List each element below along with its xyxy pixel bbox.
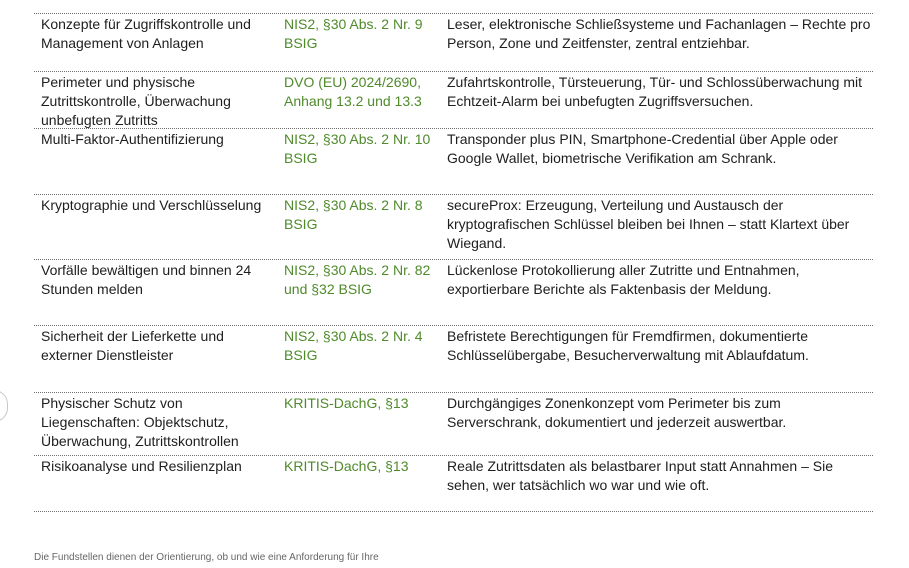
requirements-table [34, 0, 873, 512]
topic-cell: Vorfälle bewältigen und binnen 24 Stunden melden [41, 262, 252, 297]
reference-cell: DVO (EU) 2024/2690, Anhang 13.2 und 13.3 [284, 74, 422, 109]
topic-cell: Multi-Faktor-Authentifizierung [41, 131, 224, 147]
measure-cell: Befristete Berechtigungen für Fremdfirmen, dokumentierte Schlüsselübergabe, Besucherverwaltung mit Ablaufdatum. [447, 328, 809, 363]
reference-cell: KRITIS-DachG, §13 [284, 395, 409, 411]
reference-cell: NIS2, §30 Abs. 2 Nr. 82 und §32 BSIG [284, 262, 431, 297]
table-row [34, 392, 873, 455]
reference-cell: NIS2, §30 Abs. 2 Nr. 9 BSIG [284, 16, 423, 51]
reference-cell: KRITIS-DachG, §13 [284, 458, 409, 474]
table-row [34, 259, 873, 325]
measure-cell: Transponder plus PIN, Smartphone-Credential über Apple oder Google Wallet, biometrische Verifikation am Schrank. [447, 131, 838, 166]
table-row [34, 194, 873, 259]
carousel-nav-button[interactable] [0, 390, 8, 422]
topic-cell: Perimeter und physische Zutrittskontrolle, Überwachung unbefugten Zutritts [41, 74, 231, 128]
topic-cell: Sicherheit der Lieferkette und externer Dienstleister [41, 328, 224, 363]
measure-cell: secureProx: Erzeugung, Verteilung und Austausch der kryptografischen Schlüssel bleiben bei Ihnen – statt Klartext über Wiegand. [447, 197, 850, 251]
table-row [34, 128, 873, 194]
table-row [34, 13, 873, 71]
table-row [34, 455, 873, 511]
footnote: Die Fundstellen dienen der Orientierung, ob und wie eine Anforderung für Ihre [34, 552, 379, 563]
measure-cell: Lückenlose Protokollierung aller Zutritte und Entnahmen, exportierbare Berichte als Faktenbasis der Meldung. [447, 262, 800, 297]
topic-cell: Konzepte für Zugriffskontrolle und Management von Anlagen [41, 16, 251, 51]
reference-cell: NIS2, §30 Abs. 2 Nr. 4 BSIG [284, 328, 423, 363]
reference-cell: NIS2, §30 Abs. 2 Nr. 10 BSIG [284, 131, 431, 166]
reference-cell: NIS2, §30 Abs. 2 Nr. 8 BSIG [284, 197, 423, 232]
measure-cell: Leser, elektronische Schließsysteme und Fachanlagen – Rechte pro Person, Zone und Zeitfenster, zentral entziehbar. [447, 16, 871, 51]
table-row [34, 71, 873, 128]
measure-cell: Zufahrtskontrolle, Türsteuerung, Tür- und Schlossüberwachung mit Echtzeit-Alarm bei unbefugten Zugriffsversuchen. [447, 74, 863, 109]
measure-cell: Reale Zutrittsdaten als belastbarer Input statt Annahmen – Sie sehen, wer tatsächlich wo war und wie oft. [447, 458, 834, 493]
table-bottom-rule [34, 511, 873, 512]
topic-cell: Physischer Schutz von Liegenschaften: Objektschutz, Überwachung, Zutrittskontrollen [41, 395, 239, 449]
measure-cell: Durchgängiges Zonenkonzept vom Perimeter bis zum Serverschrank, dokumentiert und jederzeit auswertbar. [447, 395, 787, 430]
table-row [34, 325, 873, 392]
topic-cell: Risikoanalyse und Resilienzplan [41, 458, 242, 474]
topic-cell: Kryptographie und Verschlüsselung [41, 197, 262, 213]
